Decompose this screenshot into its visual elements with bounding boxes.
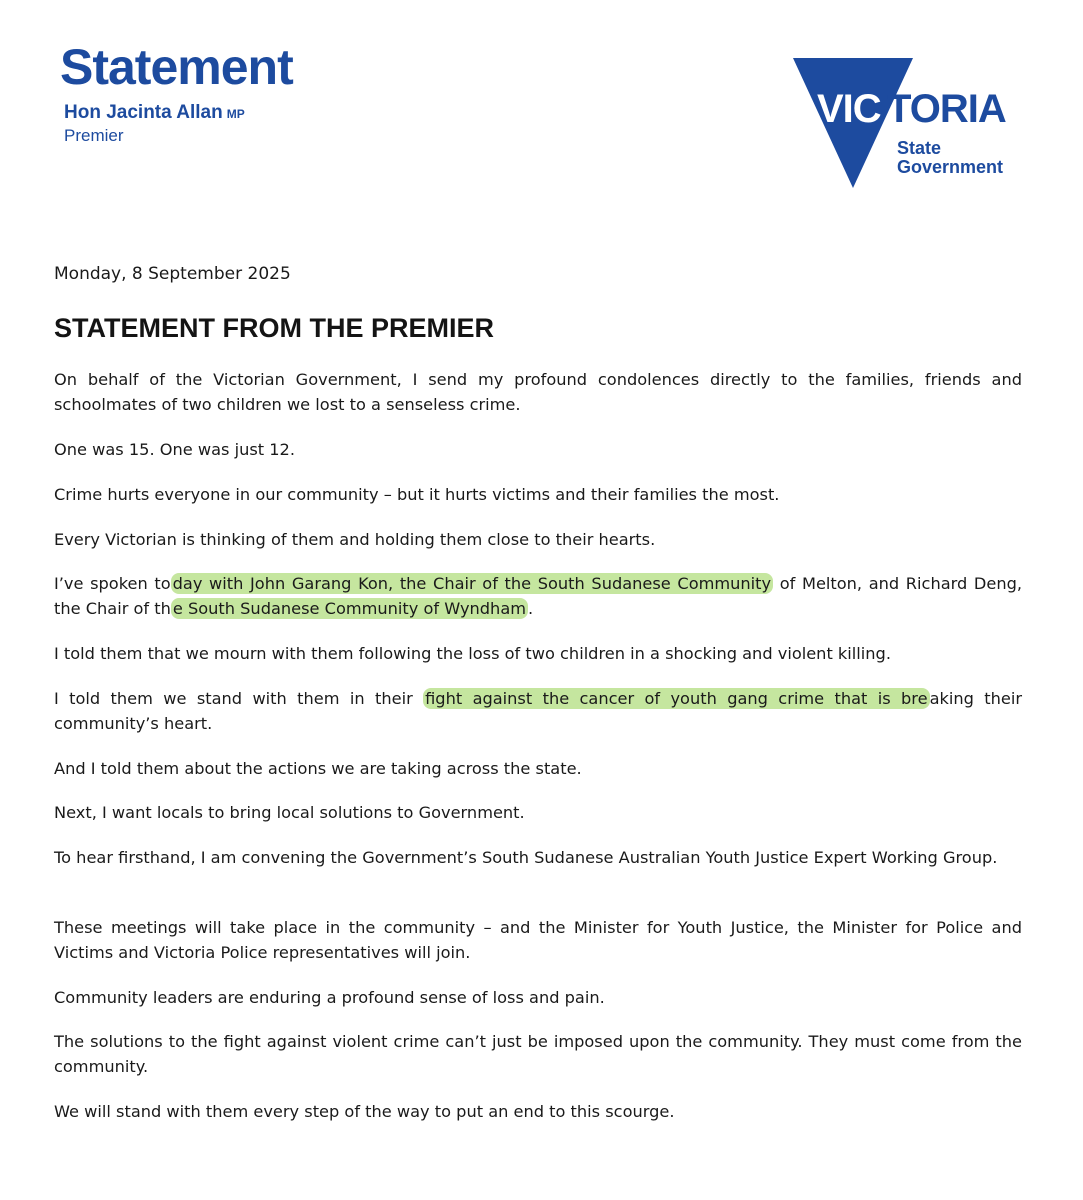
body-paragraph [54, 686, 1022, 736]
body-paragraph [54, 641, 1022, 666]
minister-name-text: Hon Jacinta Allan [64, 102, 223, 123]
body-paragraph [54, 437, 1022, 462]
highlighted-text: fight against the cancer of youth gang crime that is bre [425, 689, 928, 708]
paragraph-text: One was 15. One was just 12. [54, 440, 296, 459]
body-paragraph [54, 1099, 1022, 1124]
body-paragraph [54, 571, 1022, 621]
body-paragraph [54, 800, 1022, 825]
paragraph-text: Every Victorian is thinking of them and holding them close to their hearts. [54, 530, 656, 549]
paragraph-text: . [528, 599, 534, 618]
body-paragraph [54, 1029, 1022, 1079]
paragraph-text: On behalf of the Victorian Government, I send my profound condolences directly to the families, friends and schoolmates of two children we lost to a senseless crime. [54, 370, 1022, 414]
statement-heading: STATEMENT FROM THE PREMIER [54, 313, 494, 343]
logo-word-inside [817, 87, 881, 131]
highlighted-text: e South Sudanese Community of Wyndham [172, 599, 527, 618]
paragraph-text: Next, I want locals to bring local solutions to Government. [54, 803, 525, 822]
paragraph-text: I told them that we mourn with them following the loss of two children in a shocking and violent killing. [54, 644, 891, 663]
victoria-state-government-logo [793, 56, 1028, 190]
logo-line2: Government [897, 157, 1004, 177]
paragraph-text: We will stand with them every step of the way to put an end to this scourge. [54, 1102, 675, 1121]
logo-word-part: VIC [817, 87, 881, 131]
body-paragraph [54, 367, 1022, 417]
logo-word-outside: TORIA [887, 87, 1006, 131]
statement-title: Statement [60, 39, 293, 95]
paragraph-text: Community leaders are enduring a profound sense of loss and pain. [54, 988, 605, 1007]
minister-name [64, 103, 245, 122]
paragraph-text: of Melton, and Richard Deng, the Chair of th [54, 574, 1023, 618]
body-paragraph [54, 985, 1022, 1010]
body-paragraph [54, 915, 1022, 965]
body-paragraph [54, 845, 1022, 870]
paragraph-text: Crime hurts everyone in our community – but it hurts victims and their families the most. [54, 485, 780, 504]
paragraph-text: And I told them about the actions we are taking across the state. [54, 759, 582, 778]
paragraph-text: To hear firsthand, I am convening the Government’s South Sudanese Australian Youth Justice Expert Working Group. [54, 848, 998, 867]
body-paragraph [54, 527, 1022, 552]
paragraph-text: I’ve spoken to [54, 574, 171, 593]
paragraph-text: I told them we stand with them in their [54, 689, 424, 708]
paragraph-text: The solutions to the fight against violent crime can’t just be imposed upon the community. They must come from the community. [54, 1032, 1022, 1076]
paragraph-text: aking their community’s heart. [54, 689, 1022, 733]
body-paragraph [54, 756, 1022, 781]
victoria-logo-mark [793, 56, 1028, 190]
logo-line1: State [897, 138, 942, 158]
body-paragraph [54, 482, 1022, 507]
statement-date: Monday, 8 September 2025 [54, 264, 291, 284]
paragraph-text: These meetings will take place in the community – and the Minister for Youth Justice, the Minister for Police and Victims and Victoria Police representatives will join. [54, 918, 1022, 962]
minister-suffix: MP [226, 107, 245, 121]
minister-role: Premier [64, 126, 124, 145]
highlighted-text: day with John Garang Kon, the Chair of the South Sudanese Community [172, 574, 772, 593]
